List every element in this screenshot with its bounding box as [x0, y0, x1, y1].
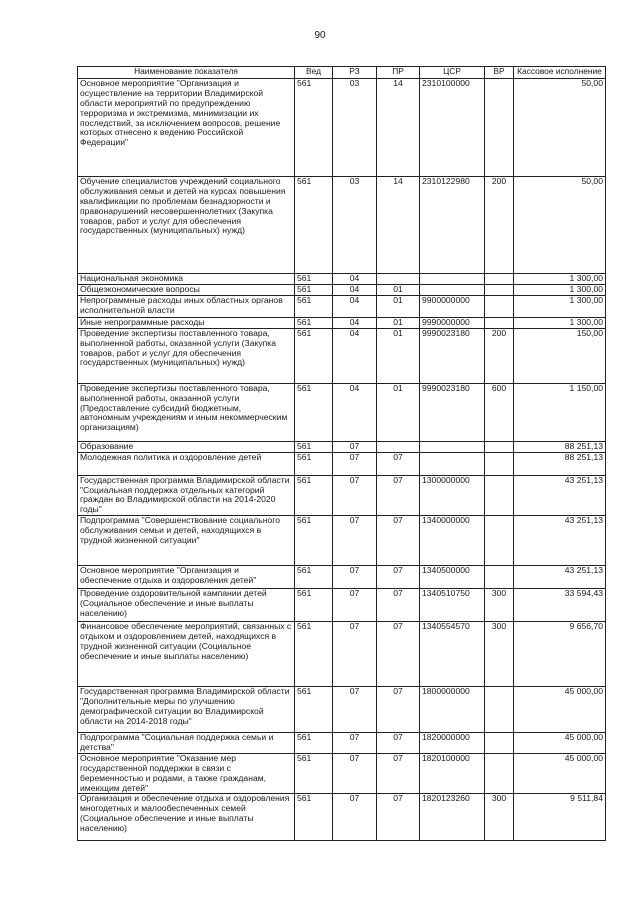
cell-name: Национальная экономика: [78, 274, 295, 285]
cell-ved: 561: [295, 452, 333, 475]
table-row: [78, 274, 606, 285]
header-rz: РЗ: [333, 67, 377, 79]
cell-vr: [485, 566, 514, 589]
table-header-row: [78, 67, 606, 79]
cell-name: Проведение экспертизы поставленного товара, выполненной работы, оказанной услуги (Предоставление субсидий бюджетным, автономным учреждениям и иным некоммерческим организациям): [78, 383, 295, 441]
cell-vr: [485, 733, 514, 754]
cell-pr: 14: [377, 177, 420, 274]
table-row: [78, 295, 606, 317]
cell-ved: 561: [295, 687, 333, 733]
cell-csr: 1820100000: [420, 753, 485, 794]
cell-csr: 1820123260: [420, 794, 485, 841]
cell-ved: 561: [295, 475, 333, 516]
cell-name: Основное мероприятие "Организация и обеспечение отдыха и оздоровления детей": [78, 566, 295, 589]
cell-rz: 07: [333, 622, 377, 687]
table-row: [78, 475, 606, 516]
cell-vr: [485, 285, 514, 296]
header-name: Наименование показателя: [78, 67, 295, 79]
cell-cash: 45 000,00: [514, 687, 606, 733]
cell-pr: 01: [377, 317, 420, 328]
table-row: [78, 383, 606, 441]
cell-ved: 561: [295, 383, 333, 441]
table-row: [78, 589, 606, 622]
cell-name: Молодежная политика и оздоровление детей: [78, 452, 295, 475]
cell-rz: 03: [333, 79, 377, 177]
cell-pr: 01: [377, 383, 420, 441]
cell-vr: 300: [485, 589, 514, 622]
cell-vr: [485, 753, 514, 794]
cell-name: Подпрограмма "Совершенствование социального обслуживания семьи и детей, находящихся в трудной жизненной ситуации": [78, 516, 295, 566]
cell-name: Проведение экспертизы поставленного товара, выполненной работы, оказанной услуги (Закупка товаров, работ и услуг для обеспечения государственных (муниципальных) нужд): [78, 328, 295, 383]
cell-rz: 07: [333, 794, 377, 841]
cell-cash: 50,00: [514, 79, 606, 177]
cell-pr: 07: [377, 566, 420, 589]
cell-vr: [485, 79, 514, 177]
cell-pr: [377, 274, 420, 285]
cell-ved: 561: [295, 79, 333, 177]
cell-cash: 1 150,00: [514, 383, 606, 441]
cell-name: Подпрограмма "Социальная поддержка семьи и детства": [78, 733, 295, 754]
header-vr: ВР: [485, 67, 514, 79]
cell-cash: 43 251,13: [514, 566, 606, 589]
cell-csr: 1820000000: [420, 733, 485, 754]
cell-cash: 45 000,00: [514, 753, 606, 794]
cell-cash: 9 511,84: [514, 794, 606, 841]
cell-ved: 561: [295, 274, 333, 285]
cell-ved: 561: [295, 328, 333, 383]
cell-name: Государственная программа Владимирской области "Дополнительные меры по улучшению демографической ситуации во Владимирской области на 2014-2018 годы": [78, 687, 295, 733]
cell-csr: 1340000000: [420, 516, 485, 566]
cell-csr: 2310100000: [420, 79, 485, 177]
table-row: [78, 753, 606, 794]
cell-csr: 1800000000: [420, 687, 485, 733]
cell-name: Общеэкономические вопросы: [78, 285, 295, 296]
cell-rz: 04: [333, 285, 377, 296]
cell-ved: 561: [295, 516, 333, 566]
page-number: 90: [314, 30, 326, 41]
table-row: [78, 328, 606, 383]
cell-cash: 43 251,13: [514, 475, 606, 516]
cell-pr: 01: [377, 328, 420, 383]
cell-ved: 561: [295, 177, 333, 274]
cell-pr: 14: [377, 79, 420, 177]
cell-vr: 200: [485, 328, 514, 383]
cell-name: Образование: [78, 441, 295, 452]
table-row: [78, 516, 606, 566]
cell-rz: 04: [333, 317, 377, 328]
cell-name: Основное мероприятие "Организация и осуществление на территории Владимирской области мероприятий по предупреждению терроризма и экстремизма, минимизации их последствий, за исключением вопросов, решение которых отнесено к ведению Российской Федерации": [78, 79, 295, 177]
table-row: [78, 441, 606, 452]
table-row: [78, 566, 606, 589]
cell-pr: 07: [377, 794, 420, 841]
cell-rz: 07: [333, 566, 377, 589]
cell-name: Основное мероприятие "Оказание мер государственной поддержки в связи с беременностью и родами, а также гражданам, имеющим детей": [78, 753, 295, 794]
cell-vr: [485, 516, 514, 566]
cell-vr: [485, 441, 514, 452]
cell-ved: 561: [295, 753, 333, 794]
cell-ved: 561: [295, 566, 333, 589]
cell-vr: [485, 295, 514, 317]
cell-cash: 150,00: [514, 328, 606, 383]
table-row: [78, 177, 606, 274]
cell-vr: [485, 274, 514, 285]
cell-rz: 07: [333, 441, 377, 452]
cell-rz: 07: [333, 753, 377, 794]
cell-csr: 1340554570: [420, 622, 485, 687]
cell-pr: 07: [377, 753, 420, 794]
cell-ved: 561: [295, 733, 333, 754]
cell-csr: [420, 285, 485, 296]
cell-csr: 9990023180: [420, 383, 485, 441]
cell-cash: 1 300,00: [514, 285, 606, 296]
table-row: [78, 452, 606, 475]
cell-csr: 9990000000: [420, 317, 485, 328]
cell-ved: 561: [295, 622, 333, 687]
cell-cash: 43 251,13: [514, 516, 606, 566]
cell-rz: 04: [333, 383, 377, 441]
cell-pr: 07: [377, 622, 420, 687]
cell-cash: 1 300,00: [514, 317, 606, 328]
cell-name: Обучение специалистов учреждений социального обслуживания семьи и детей на курсах повышения квалификации по проблемам безнадзорности и правонарушений несовершеннолетних (Закупка товаров, работ и услуг для обеспечения государственных (муниципальных) нужд): [78, 177, 295, 274]
header-cash: Кассовое исполнение: [514, 67, 606, 79]
cell-cash: 1 300,00: [514, 274, 606, 285]
cell-rz: 07: [333, 589, 377, 622]
cell-csr: [420, 452, 485, 475]
header-ved: Вед: [295, 67, 333, 79]
cell-rz: 03: [333, 177, 377, 274]
cell-csr: [420, 274, 485, 285]
cell-cash: 88 251,13: [514, 441, 606, 452]
cell-ved: 561: [295, 285, 333, 296]
cell-ved: 561: [295, 794, 333, 841]
cell-rz: 07: [333, 516, 377, 566]
header-csr: ЦСР: [420, 67, 485, 79]
cell-rz: 07: [333, 452, 377, 475]
cell-pr: 07: [377, 687, 420, 733]
cell-cash: 45 000,00: [514, 733, 606, 754]
cell-vr: [485, 475, 514, 516]
cell-rz: 04: [333, 295, 377, 317]
table-row: [78, 794, 606, 841]
cell-csr: 2310122980: [420, 177, 485, 274]
cell-vr: 200: [485, 177, 514, 274]
cell-cash: 9 656,70: [514, 622, 606, 687]
cell-rz: 04: [333, 328, 377, 383]
cell-pr: 07: [377, 452, 420, 475]
cell-pr: 07: [377, 733, 420, 754]
table-row: [78, 285, 606, 296]
cell-rz: 07: [333, 475, 377, 516]
cell-name: Иные непрограммные расходы: [78, 317, 295, 328]
cell-vr: 300: [485, 622, 514, 687]
table-row: [78, 622, 606, 687]
cell-rz: 07: [333, 733, 377, 754]
cell-rz: 04: [333, 274, 377, 285]
cell-rz: 07: [333, 687, 377, 733]
cell-vr: 600: [485, 383, 514, 441]
cell-pr: 01: [377, 295, 420, 317]
cell-ved: 561: [295, 589, 333, 622]
cell-pr: [377, 441, 420, 452]
cell-ved: 561: [295, 295, 333, 317]
cell-pr: 07: [377, 589, 420, 622]
cell-ved: 561: [295, 317, 333, 328]
budget-table: [77, 66, 606, 841]
cell-name: Организация и обеспечение отдыха и оздоровления многодетных и малообеспеченных семей (Социальное обеспечение и иные выплаты населению): [78, 794, 295, 841]
cell-csr: 1340510750: [420, 589, 485, 622]
cell-pr: 01: [377, 285, 420, 296]
cell-cash: 50,00: [514, 177, 606, 274]
cell-csr: 1340500000: [420, 566, 485, 589]
table-row: [78, 687, 606, 733]
cell-name: Государственная программа Владимирской области "Социальная поддержка отдельных категорий граждан во Владимирской области на 2014-2020 годы": [78, 475, 295, 516]
cell-csr: 1300000000: [420, 475, 485, 516]
cell-csr: [420, 441, 485, 452]
cell-name: Непрограммные расходы иных областных органов исполнительной власти: [78, 295, 295, 317]
cell-vr: [485, 687, 514, 733]
cell-name: Финансовое обеспечение мероприятий, связанных с отдыхом и оздоровлением детей, находящихся в трудной жизненной ситуации (Социальное обеспечение и иные выплаты населению): [78, 622, 295, 687]
cell-vr: [485, 317, 514, 328]
table-row: [78, 733, 606, 754]
table-row: [78, 79, 606, 177]
table-row: [78, 317, 606, 328]
cell-pr: 07: [377, 516, 420, 566]
cell-csr: 9900000000: [420, 295, 485, 317]
cell-ved: 561: [295, 441, 333, 452]
header-pr: ПР: [377, 67, 420, 79]
cell-cash: 33 594,43: [514, 589, 606, 622]
cell-vr: 300: [485, 794, 514, 841]
cell-cash: 88 251,13: [514, 452, 606, 475]
cell-cash: 1 300,00: [514, 295, 606, 317]
cell-name: Проведение оздоровительной кампании детей (Социальное обеспечение и иные выплаты населению): [78, 589, 295, 622]
cell-pr: 07: [377, 475, 420, 516]
cell-csr: 9990023180: [420, 328, 485, 383]
cell-vr: [485, 452, 514, 475]
